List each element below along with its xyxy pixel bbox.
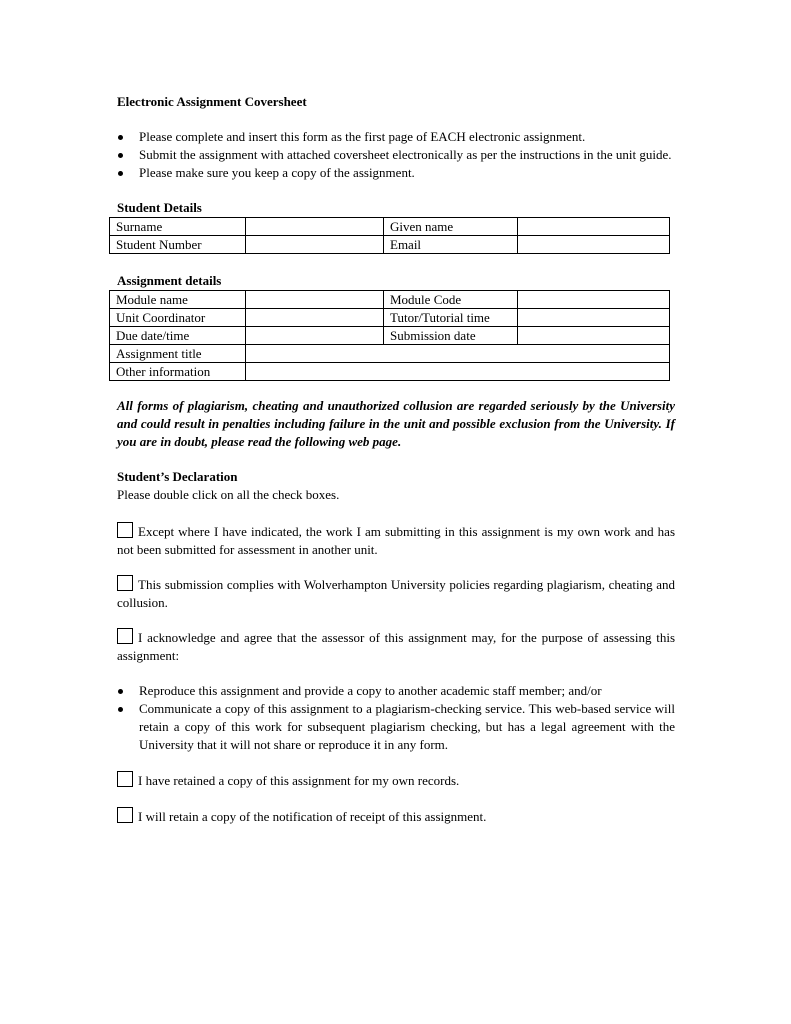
module-code-label: Module Code — [384, 291, 518, 309]
submission-date-label: Submission date — [384, 327, 518, 345]
retained-copy-checkbox[interactable] — [117, 771, 133, 787]
table-row — [110, 327, 670, 345]
receipt-checkbox[interactable] — [117, 807, 133, 823]
assignment-details-table — [109, 290, 670, 381]
assignment-title-field[interactable] — [246, 345, 670, 363]
table-row — [110, 363, 670, 381]
student-number-field[interactable] — [246, 236, 384, 254]
assessor-permissions-list — [117, 682, 675, 754]
module-name-field[interactable] — [246, 291, 384, 309]
tutor-time-label: Tutor/Tutorial time — [384, 309, 518, 327]
student-details-table — [109, 217, 670, 254]
policy-text: This submission complies with Wolverhampton University policies regarding plagiarism, cheating and collusion. — [117, 577, 675, 610]
declaration-item-receipt — [117, 807, 675, 826]
given-name-field[interactable] — [518, 218, 670, 236]
declaration-instruction: Please double click on all the check boxes. — [117, 487, 340, 502]
instruction-item: Please complete and insert this form as the first page of EACH electronic assignment. — [117, 128, 675, 146]
tutor-time-field[interactable] — [518, 309, 670, 327]
other-information-label: Other information — [110, 363, 246, 381]
email-field[interactable] — [518, 236, 670, 254]
table-row — [110, 309, 670, 327]
module-name-label: Module name — [110, 291, 246, 309]
given-name-label: Given name — [384, 218, 518, 236]
due-date-field[interactable] — [246, 327, 384, 345]
plagiarism-warning: All forms of plagiarism, cheating and unauthorized collusion are regarded seriously by the University and could result in penalties including failure in the unit and possible exclusion from the University. If you are in doubt, please read the following web page. — [117, 398, 675, 449]
instructions-list — [117, 128, 675, 182]
other-information-field[interactable] — [246, 363, 670, 381]
unit-coordinator-label: Unit Coordinator — [110, 309, 246, 327]
table-row — [110, 345, 670, 363]
document-title: Electronic Assignment Coversheet — [117, 94, 307, 109]
module-code-field[interactable] — [518, 291, 670, 309]
unit-coordinator-field[interactable] — [246, 309, 384, 327]
assessor-checkbox[interactable] — [117, 628, 133, 644]
assignment-details-heading: Assignment details — [117, 273, 222, 288]
coversheet-content — [117, 93, 675, 826]
instruction-item: Submit the assignment with attached coversheet electronically as per the instructions in the unit guide. — [117, 146, 675, 164]
declaration-item-assessor — [117, 628, 675, 665]
submission-date-field[interactable] — [518, 327, 670, 345]
declaration-item-own-work — [117, 522, 675, 559]
table-row — [110, 236, 670, 254]
receipt-text: I will retain a copy of the notification of receipt of this assignment. — [138, 809, 487, 824]
policy-checkbox[interactable] — [117, 575, 133, 591]
retained-copy-text: I have retained a copy of this assignment for my own records. — [138, 773, 460, 788]
student-details-heading: Student Details — [117, 200, 202, 215]
assignment-title-label: Assignment title — [110, 345, 246, 363]
surname-field[interactable] — [246, 218, 384, 236]
surname-label: Surname — [110, 218, 246, 236]
table-row — [110, 291, 670, 309]
table-row — [110, 218, 670, 236]
declaration-item-retained-copy — [117, 771, 675, 790]
own-work-checkbox[interactable] — [117, 522, 133, 538]
own-work-text: Except where I have indicated, the work I am submitting in this assignment is my own work and has not been submitted for assessment in another unit. — [117, 524, 675, 557]
permission-item: Reproduce this assignment and provide a copy to another academic staff member; and/or — [117, 682, 675, 700]
declaration-item-policy — [117, 575, 675, 612]
due-date-label: Due date/time — [110, 327, 246, 345]
permission-item: Communicate a copy of this assignment to a plagiarism-checking service. This web-based service will retain a copy of this work for subsequent plagiarism checking, but has a legal agreement with the University that it will not share or reproduce it in any form. — [117, 700, 675, 754]
student-number-label: Student Number — [110, 236, 246, 254]
assessor-text: I acknowledge and agree that the assessor of this assignment may, for the purpose of assessing this assignment: — [117, 630, 675, 663]
declaration-heading: Student’s Declaration — [117, 469, 238, 484]
email-label: Email — [384, 236, 518, 254]
instruction-item: Please make sure you keep a copy of the assignment. — [117, 164, 675, 182]
